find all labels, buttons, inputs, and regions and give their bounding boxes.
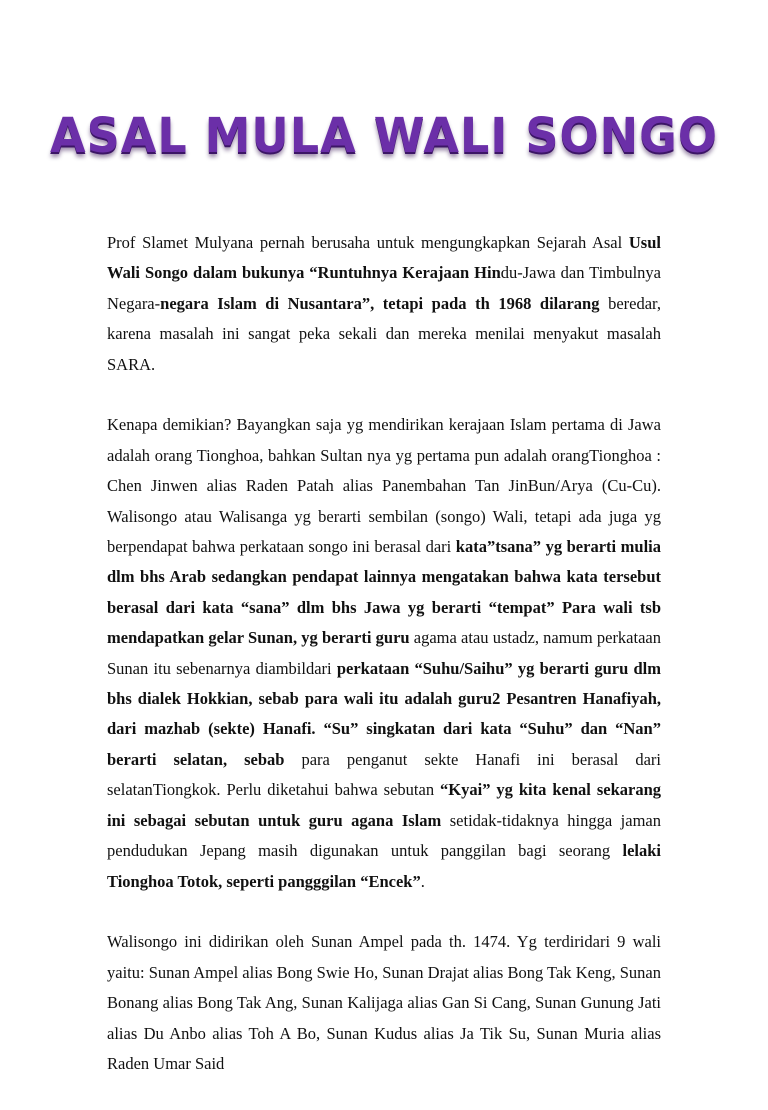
p1-bold-1: Usul Wali Songo dalam bukunya “Runtuhnya Kerajaan Hin: [107, 233, 661, 283]
p2-text-5: .: [420, 871, 425, 891]
paragraph-2: [107, 410, 661, 897]
p1-text-2: du-Jawa dan Timbulnya Negara-: [107, 263, 661, 313]
p2-text-2: agama atau ustadz, namum perkataan Sunan itu sebenarnya diambildari: [107, 628, 661, 678]
p2-bold-3: “Kyai” yg kita kenal sekarang ini sebagai sebutan untuk guru agana Islam: [107, 780, 661, 830]
p1-text-3: beredar, karena masalah ini sangat peka sekali dan mereka menilai menyakut masalah SARA.: [107, 293, 661, 374]
p2-text-4: setidak-tidaknya hingga jaman pendudukan Jepang masih digunakan untuk panggilan bagi seorang: [107, 810, 661, 861]
document-title: ASAL MULA WALI SONGO: [49, 106, 719, 164]
p2-text-1: Kenapa demikian? Bayangkan saja yg mendirikan kerajaan Islam pertama di Jawa adalah orang Tionghoa, bahkan Sultan nya yg pertama pun adalah orangTionghoa : Chen Jinwen alias Raden Patah alias Panembahan Tan JinBun/Arya (Cu-Cu). Walisongo atau Walisanga yg berarti sembilan (songo) Wali, tetapi ada juga yg berpendapat bahwa perkataan songo ini berasal dari: [107, 415, 661, 557]
p2-text-3: para penganut sekte Hanafi ini berasal dari selatanTiongkok. Perlu diketahui bahwa sebutan: [107, 749, 661, 800]
p1-text-1: Prof Slamet Mulyana pernah berusaha untuk mengungkapkan Sejarah Asal: [107, 233, 629, 252]
p2-bold-2: perkataan “Suhu/Saihu” yg berarti guru dlm bhs dialek Hokkian, sebab para wali itu adalah guru2 Pesantren Hanafiyah, dari mazhab (sekte) Hanafi. “Su” singkatan dari kata “Suhu” dan “Nan” berarti selatan, sebab: [107, 658, 661, 769]
p2-bold-1: kata”tsana” yg berarti mulia dlm bhs Arab sedangkan pendapat lainnya mengatakan bahwa kata tersebut berasal dari kata “sana” dlm bhs Jawa yg berarti “tempat” Para wali tsb mendapatkan gelar Sunan, yg berarti guru: [107, 537, 661, 648]
document-body: [107, 228, 661, 1110]
p1-bold-2: negara Islam di Nusantara”, tetapi pada th 1968 dilarang: [160, 293, 600, 313]
paragraph-3: [107, 927, 661, 1079]
p2-bold-4: lelaki Tionghoa Totok, seperti pangggilan “Encek”: [107, 841, 661, 891]
paragraph-1: [107, 228, 661, 380]
p3-text-1: Walisongo ini didirikan oleh Sunan Ampel pada th. 1474. Yg terdiridari 9 wali yaitu: Sunan Ampel alias Bong Swie Ho, Sunan Drajat alias Bong Tak Keng, Sunan Bonang alias Bong Tak Ang, Sunan Kalijaga alias Gan Si Cang, Sunan Gunung Jati alias Du Anbo alias Toh A Bo, Sunan Kudus alias Ja Tik Su, Sunan Muria alias Raden Umar Said: [107, 932, 661, 1073]
